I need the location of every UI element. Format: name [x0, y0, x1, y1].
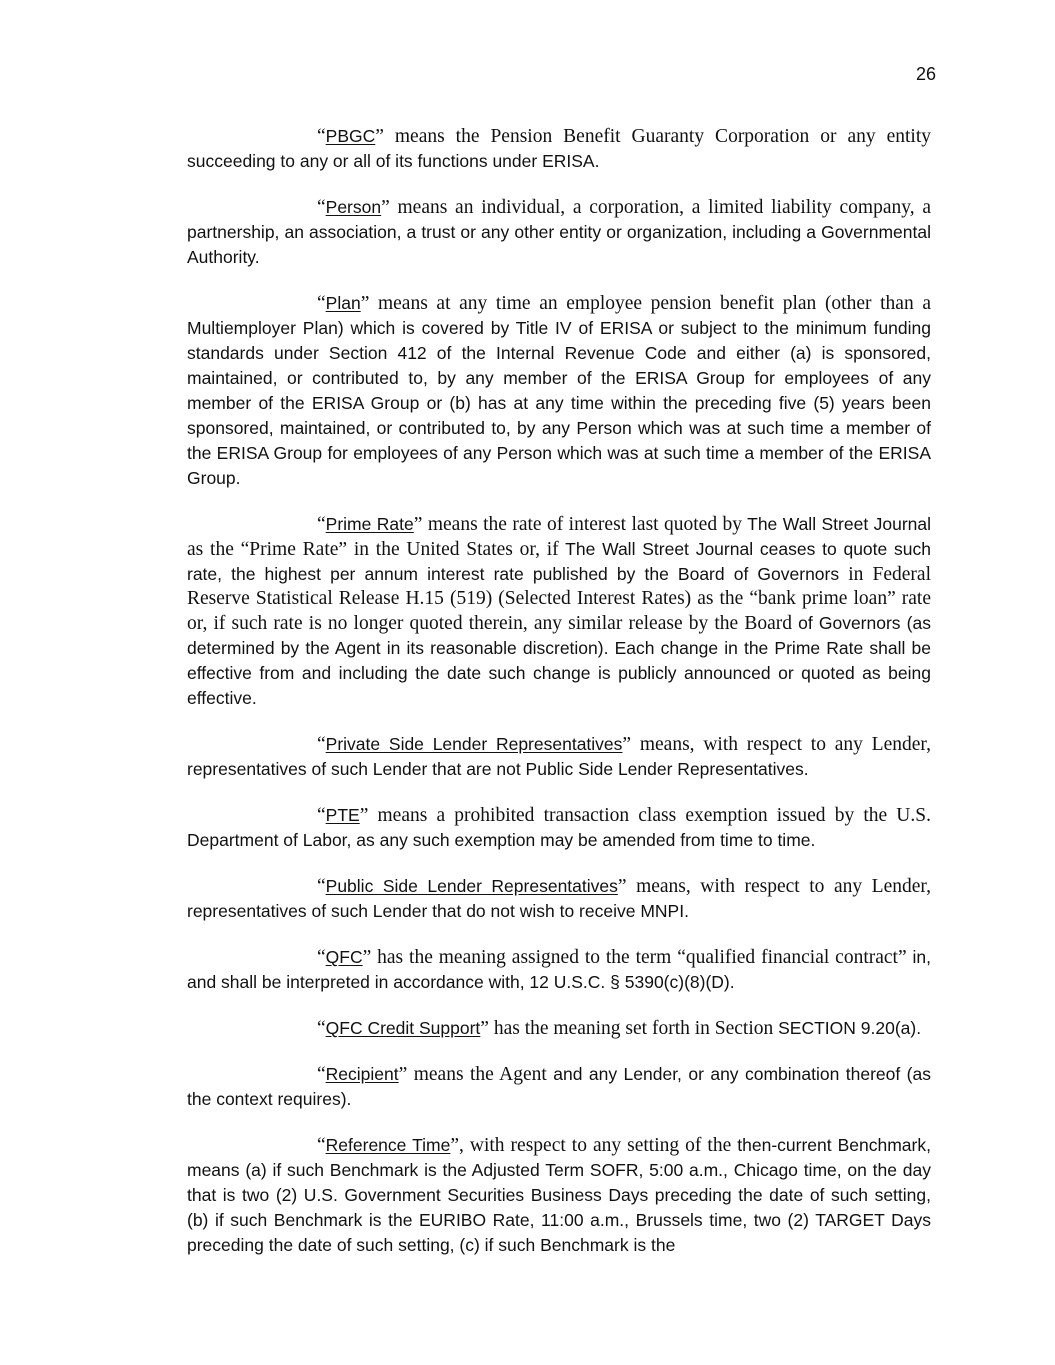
definition-recipient: “Recipient” means the Agent and any Lender, or any combination thereof (as the context requires).: [187, 1064, 931, 1109]
defined-term: Recipient: [325, 1064, 399, 1084]
definition-pbgc: “PBGC” means the Pension Benefit Guaranty Corporation or any entity succeeding to any or all of its functions under ERISA.: [187, 126, 931, 171]
defined-term: PBGC: [325, 126, 376, 146]
definition-prime-rate: “Prime Rate” means the rate of interest last quoted by The Wall Street Journal as the “Prime Rate” in the United States or, if The Wall Street Journal ceases to quote such rate, the highest per annum interest rate published by the Board of Governors in Federal Reserve Statistical Release H.15 (519) (Selected Interest Rates) as the “bank prime loan” rate or, if such rate is no longer quoted therein, any similar release by the Board of Governors (as determined by the Agent in its reasonable discretion). Each change in the Prime Rate shall be effective from and including the date such change is publicly announced or quoted as being effective.: [187, 514, 932, 708]
definition-qfc: “QFC” has the meaning assigned to the term “qualified financial contract” in, and shall be interpreted in accordance with, 12 U.S.C. § 5390(c)(8)(D).: [187, 947, 931, 992]
defined-term: QFC: [325, 947, 363, 967]
page-number: 26: [915, 64, 936, 84]
definition-pte: “PTE” means a prohibited transaction class exemption issued by the U.S. Department of Labor, as any such exemption may be amended from time to time.: [187, 805, 931, 850]
definition-person: “Person” means an individual, a corporation, a limited liability company, a partnership, an association, a trust or any other entity or organization, including a Governmental Authority.: [187, 197, 931, 267]
defined-term: PTE: [325, 805, 360, 825]
document-body: [187, 124, 931, 1279]
definition-reference-time: “Reference Time”, with respect to any setting of the then-current Benchmark, means (a) if such Benchmark is the Adjusted Term SOFR, 5:00 a.m., Chicago time, on the day that is two (2) U.S. Government Securities Business Days preceding the date of such setting, (b) if such Benchmark is the EURIBO Rate, 11:00 a.m., Brussels time, two (2) TARGET Days preceding the date of such setting, (c) if such Benchmark is the: [187, 1135, 931, 1255]
defined-term: Person: [325, 197, 382, 217]
definition-public-side-lender-representatives: “Public Side Lender Representatives” means, with respect to any Lender, representatives of such Lender that do not wish to receive MNPI.: [187, 876, 931, 921]
defined-term: Plan: [325, 293, 361, 313]
defined-term: Reference Time: [325, 1135, 451, 1155]
definition-private-side-lender-representatives: “Private Side Lender Representatives” means, with respect to any Lender, representatives of such Lender that are not Public Side Lender Representatives.: [187, 734, 931, 779]
defined-term: QFC Credit Support: [325, 1018, 481, 1038]
definition-plan: “Plan” means at any time an employee pension benefit plan (other than a Multiemployer Plan) which is covered by Title IV of ERISA or subject to the minimum funding standards under Section 412 of the Internal Revenue Code and either (a) is sponsored, maintained, or contributed to, by any member of the ERISA Group for employees of any member of the ERISA Group or (b) has at any time within the preceding five (5) years been sponsored, maintained, or contributed to, by any Person which was at such time a member of the ERISA Group for employees of any Person which was at such time a member of the ERISA Group.: [187, 293, 931, 488]
defined-term: Private Side Lender Representatives: [325, 734, 623, 754]
defined-term: Prime Rate: [325, 514, 414, 534]
definition-qfc-credit-support: “QFC Credit Support” has the meaning set forth in Section SECTION 9.20(a).: [317, 1018, 922, 1039]
defined-term: Public Side Lender Representatives: [325, 876, 618, 896]
